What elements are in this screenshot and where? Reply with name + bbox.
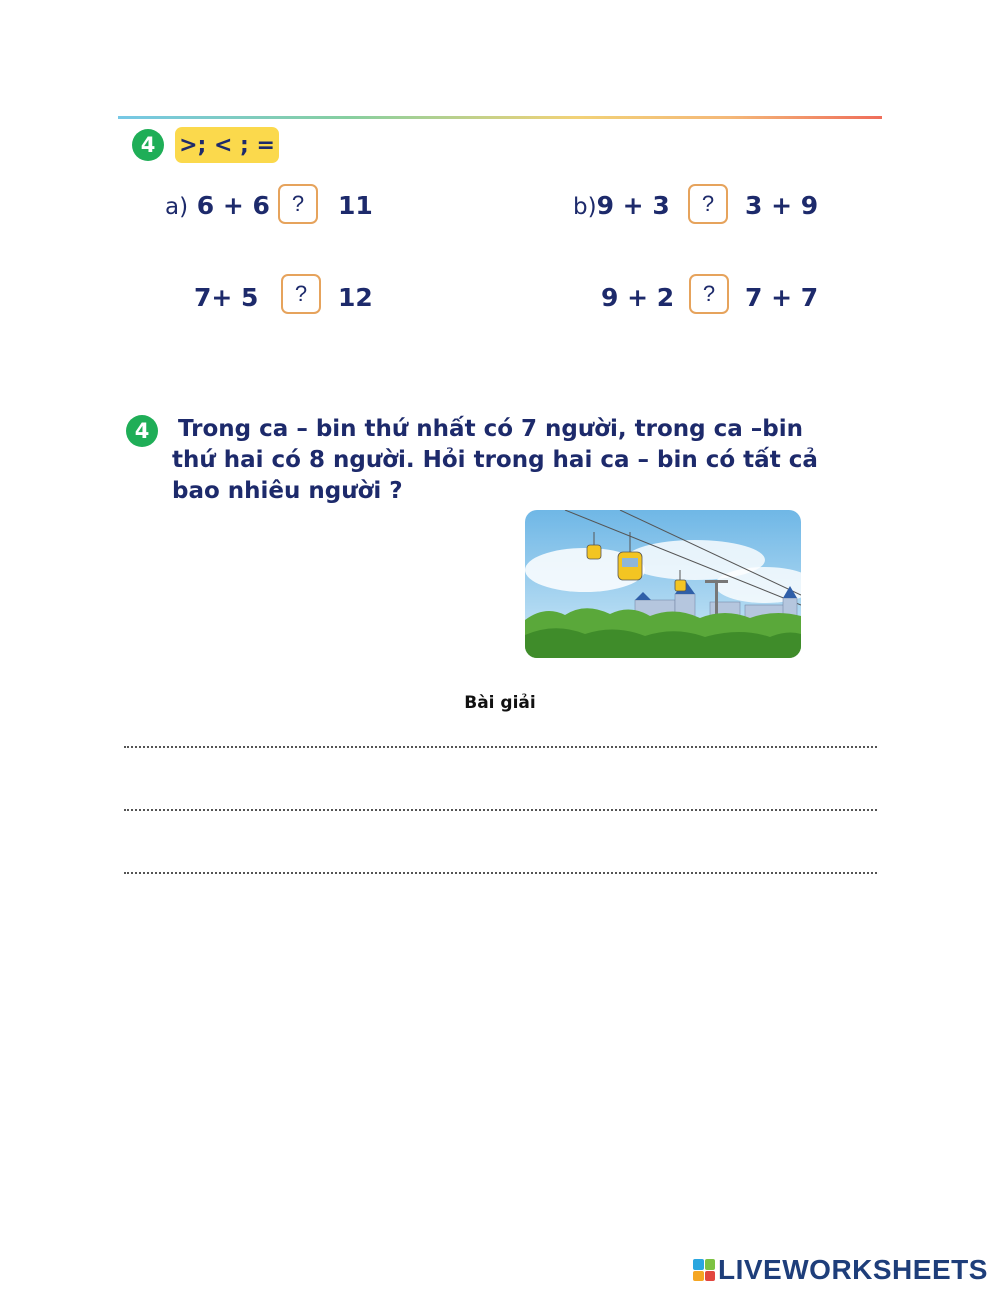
answer-box-a1[interactable]: ? <box>278 184 318 224</box>
problem-line-2: thứ hai có 8 người. Hỏi trong hai ca – bin có tất cả <box>172 447 818 473</box>
answer-box-a2[interactable]: ? <box>281 274 321 314</box>
problem-line-3: bao nhiêu người ? <box>172 478 403 504</box>
problem-number-badge: 4 <box>126 415 158 447</box>
cable-car-scene-illustration <box>525 510 801 658</box>
answer-box-b2[interactable]: ? <box>689 274 729 314</box>
expr-b1-right: 3 + 9 <box>745 191 819 220</box>
label-b: b) <box>573 194 597 220</box>
expr-a1-right: 11 <box>338 191 373 220</box>
word-problem <box>172 414 862 507</box>
expr-b1-left <box>573 193 670 219</box>
label-a: a) <box>165 194 189 220</box>
solution-title: Bài giải <box>464 693 536 713</box>
exercise-number-badge: 4 <box>132 129 164 161</box>
answer-box-b1[interactable]: ? <box>688 184 728 224</box>
expr-text: 9 + 3 <box>596 191 670 220</box>
problem-line-1: Trong ca – bin thứ nhất có 7 người, trong ca –bin <box>178 416 804 442</box>
top-divider <box>118 116 882 119</box>
expr-text: 6 + 6 <box>196 191 270 220</box>
answer-line-1[interactable] <box>124 746 877 748</box>
answer-line-3[interactable] <box>124 872 877 874</box>
expr-a1-left <box>165 193 270 219</box>
expr-b2-right: 7 + 7 <box>745 283 819 312</box>
expr-a2-left: 7+ 5 <box>194 283 259 312</box>
operators-tag: >; < ; = <box>175 127 279 163</box>
answer-line-2[interactable] <box>124 809 877 811</box>
liveworksheets-logo <box>693 1255 988 1285</box>
expr-b2-left: 9 + 2 <box>601 283 675 312</box>
brand-text: LIVEWORKSHEETS <box>718 1254 988 1285</box>
liveworksheets-logo-mark <box>693 1259 715 1281</box>
expr-a2-right: 12 <box>338 283 373 312</box>
